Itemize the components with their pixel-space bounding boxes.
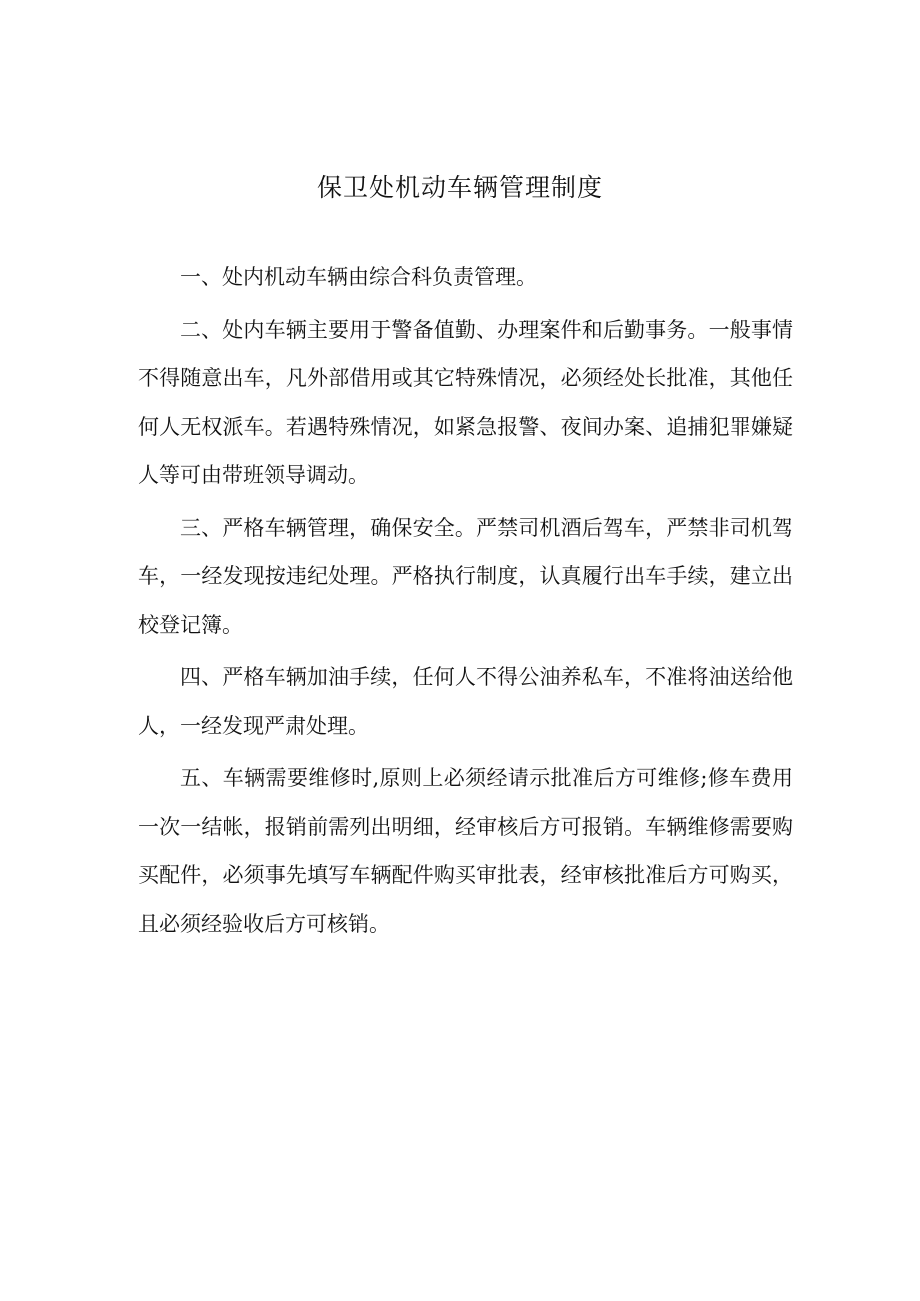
document-body: [138, 253, 793, 952]
paragraph-5: 五、车辆需要维修时,原则上必须经请示批准后方可维修;修车费用一次一结帐，报销前需列出明细，经审核后方可报销。车辆维修需要购买配件，必须事先填写车辆配件购买审批表，经审核批准后方可购买，且必须经验收后方可核销。: [138, 766, 793, 936]
paragraph-4: 四、严格车辆加油手续，任何人不得公油养私车，不准将油送给他人，一经发现严肃处理。: [138, 665, 793, 738]
paragraph-1: 一、处内机动车辆由综合科负责管理。: [180, 265, 537, 289]
paragraph-3: 三、严格车辆管理，确保安全。严禁司机酒后驾车，严禁非司机驾车，一经发现按违纪处理。严格执行制度，认真履行出车手续，建立出校登记簿。: [138, 515, 793, 637]
document-title: 保卫处机动车辆管理制度: [316, 173, 603, 202]
paragraph-2: 二、处内车辆主要用于警备值勤、办理案件和后勤事务。一般事情不得随意出车，凡外部借用或其它特殊情况，必须经处长批准，其他任何人无权派车。若遇特殊情况，如紧急报警、夜间办案、追捕犯罪嫌疑人等可由带班领导调动。: [138, 317, 793, 487]
